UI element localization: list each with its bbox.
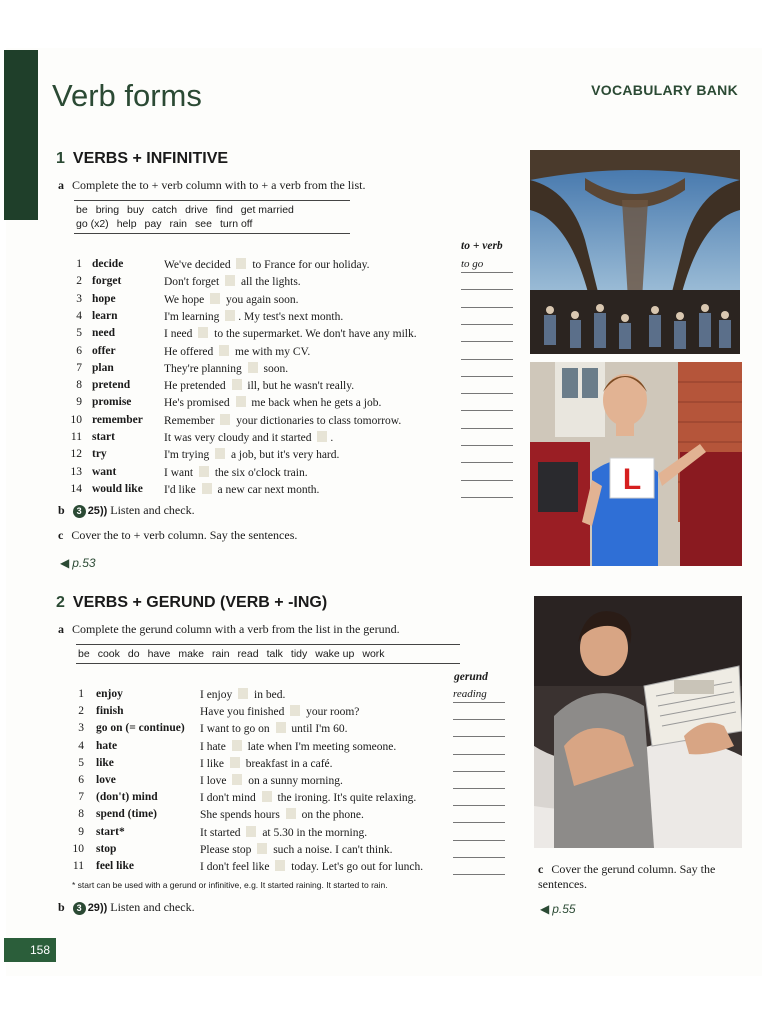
word-list-item: help xyxy=(116,218,137,230)
row-sentence: I don't feel like today. Let's go out for lunch. xyxy=(200,861,424,873)
row-verb: learn xyxy=(92,309,118,322)
photo-learner-driver xyxy=(530,362,742,566)
row-sentence: I need to the supermarket. We don't have any milk. xyxy=(164,328,417,341)
word-list-item: be xyxy=(78,648,90,660)
row-number: 8 xyxy=(78,808,84,821)
gap-blank xyxy=(202,483,212,494)
section2-footnote: * start can be used with a gerund or infinitive, e.g. It started raining. It started to rain. xyxy=(72,880,388,890)
row-verb: (don't) mind xyxy=(96,791,158,804)
word-list-item: cook xyxy=(97,648,120,660)
section1-heading: 1 VERBS + INFINITIVE xyxy=(56,150,229,167)
row-sentence: Don't forget all the lights. xyxy=(164,276,301,289)
gap-blank xyxy=(275,860,285,871)
row-verb: love xyxy=(96,774,116,786)
section2-heading: 2 VERBS + GERUND (VERB + -ING) xyxy=(56,594,328,611)
answer-field[interactable] xyxy=(453,722,505,737)
gap-blank xyxy=(199,466,209,477)
row-verb: hate xyxy=(96,739,118,752)
audio-icon: )) xyxy=(99,902,108,914)
word-list-item: pay xyxy=(144,218,162,230)
row-number: 8 xyxy=(76,379,82,392)
gap-blank xyxy=(232,774,242,785)
row-sentence: I want to go on until I'm 60. xyxy=(200,723,348,736)
audio-icon: )) xyxy=(99,505,108,517)
row-sentence: Have you finished your room? xyxy=(200,706,360,719)
section1-instruction-b: b 3 25)) Listen and check. xyxy=(58,503,195,517)
answer-field[interactable] xyxy=(453,705,505,720)
gap-blank xyxy=(230,757,240,768)
gap-blank xyxy=(262,791,272,802)
word-list-item: wake up xyxy=(315,648,355,660)
word-list-item: bring xyxy=(95,204,120,216)
row-verb: plan xyxy=(92,361,114,374)
row-number: 10 xyxy=(72,842,84,855)
row-verb: go on (= continue) xyxy=(96,722,185,735)
row-verb: would like xyxy=(92,482,143,495)
word-list-line-2 xyxy=(76,217,348,231)
row-sentence: We've decided to France for our holiday. xyxy=(164,259,370,271)
answer-field[interactable] xyxy=(461,362,513,377)
row-number: 1 xyxy=(78,688,84,700)
row-number: 6 xyxy=(78,774,84,786)
section1-instruction-c: c Cover the to + verb column. Say the sentences. xyxy=(58,528,298,542)
gap-blank xyxy=(286,808,296,819)
row-verb: like xyxy=(96,756,114,769)
answer-field[interactable]: to go xyxy=(461,258,513,273)
row-sentence: We hope you again soon. xyxy=(164,293,299,306)
answer-field[interactable]: reading xyxy=(453,688,505,703)
word-list-item: find xyxy=(215,204,233,216)
word-list-item: go (x2) xyxy=(76,218,109,230)
row-verb: stop xyxy=(96,842,117,855)
word-list-line-1 xyxy=(76,203,348,217)
gap-blank xyxy=(236,258,246,269)
row-number: 3 xyxy=(78,722,84,735)
photo-eiffel-tower xyxy=(530,150,740,354)
answer-field[interactable] xyxy=(461,448,513,463)
row-verb: offer xyxy=(92,344,116,357)
word-list-item: tidy xyxy=(290,648,308,660)
word-list-item: talk xyxy=(266,648,283,660)
section1-word-list xyxy=(74,200,350,234)
section2-instruction-c: c Cover the gerund column. Say the sentences. xyxy=(538,862,716,891)
gap-blank xyxy=(210,293,220,304)
row-sentence: I'm learning . My test's next month. xyxy=(164,310,344,323)
answer-field[interactable] xyxy=(461,414,513,429)
answer-field[interactable] xyxy=(453,808,505,823)
row-verb: forget xyxy=(92,275,122,288)
answer-field[interactable] xyxy=(453,774,505,789)
row-number: 11 xyxy=(72,860,84,872)
row-sentence: I'm trying a job, but it's very hard. xyxy=(164,449,340,462)
row-number: 2 xyxy=(78,705,84,718)
row-number: 1 xyxy=(76,258,82,270)
word-list-item: turn off xyxy=(219,218,253,230)
answer-field[interactable] xyxy=(453,826,505,841)
row-number: 10 xyxy=(70,413,82,426)
row-verb: remember xyxy=(92,413,143,426)
row-sentence: I'd like a new car next month. xyxy=(164,483,320,496)
row-sentence: I like breakfast in a café. xyxy=(200,757,333,770)
row-sentence: He pretended ill, but he wasn't really. xyxy=(164,380,355,393)
row-number: 4 xyxy=(78,739,84,752)
audio-track-badge[interactable]: 3 25)) xyxy=(73,505,108,517)
gap-blank xyxy=(225,310,235,321)
row-verb: try xyxy=(92,448,107,461)
row-sentence: It was very cloudy and it started . xyxy=(164,432,334,444)
word-list-item: drive xyxy=(185,204,208,216)
answer-field[interactable] xyxy=(453,757,505,772)
row-sentence: He offered me with my CV. xyxy=(164,345,311,358)
word-list-item: get married xyxy=(240,204,294,216)
row-number: 4 xyxy=(76,309,82,322)
section2-page-ref[interactable]: ◀ p.55 xyxy=(540,902,576,916)
section2-column-header: gerund xyxy=(454,671,488,683)
row-verb: hope xyxy=(92,292,116,305)
gap-blank xyxy=(215,448,225,459)
gap-blank xyxy=(248,362,258,373)
arrow-left-icon: ◀ xyxy=(60,556,70,570)
gap-blank xyxy=(232,740,242,751)
photo-reading-in-bed xyxy=(534,596,742,848)
gap-blank xyxy=(220,414,230,425)
row-number: 7 xyxy=(76,361,82,374)
answer-field[interactable] xyxy=(461,483,513,498)
row-verb: start* xyxy=(96,825,125,838)
answer-field[interactable] xyxy=(453,860,505,875)
word-list-item: see xyxy=(195,218,212,230)
answer-field[interactable] xyxy=(461,293,513,308)
word-list-item: work xyxy=(362,648,385,660)
row-sentence: I don't mind the ironing. It's quite relaxing. xyxy=(200,792,417,805)
row-number: 14 xyxy=(70,482,82,495)
row-sentence: I enjoy in bed. xyxy=(200,689,286,701)
word-list-item: catch xyxy=(151,204,178,216)
row-verb: start xyxy=(92,431,115,443)
row-verb: decide xyxy=(92,258,124,270)
word-list-item: buy xyxy=(127,204,144,216)
word-list-item: read xyxy=(237,648,259,660)
answer-field[interactable] xyxy=(461,345,513,360)
gap-blank xyxy=(238,688,248,699)
row-number: 7 xyxy=(78,791,84,804)
gap-blank xyxy=(317,431,327,442)
word-list-item: rain xyxy=(169,218,187,230)
row-number: 2 xyxy=(76,275,82,288)
row-verb: promise xyxy=(92,396,132,409)
row-number: 13 xyxy=(70,465,82,478)
gap-blank xyxy=(225,275,235,286)
gap-blank xyxy=(198,327,208,338)
word-list-item: be xyxy=(76,204,88,216)
section1-instruction-a: a Complete the to + verb column with to + a verb from the list. xyxy=(58,178,366,192)
row-number: 6 xyxy=(76,344,82,357)
section-label: VOCABULARY BANK xyxy=(591,82,738,98)
l-plate-letter: L xyxy=(622,463,642,496)
answer-field[interactable] xyxy=(461,379,513,394)
row-verb: enjoy xyxy=(96,688,123,700)
section1-column-header: to + verb xyxy=(461,240,503,252)
row-sentence: I want the six o'clock train. xyxy=(164,466,308,479)
row-number: 9 xyxy=(78,825,84,838)
word-list-item: rain xyxy=(212,648,230,660)
row-number: 12 xyxy=(70,448,82,461)
row-verb: feel like xyxy=(96,860,134,872)
gap-blank xyxy=(257,843,267,854)
row-verb: need xyxy=(92,327,115,340)
page-title: Verb forms xyxy=(52,78,202,113)
section2-instruction-a: a Complete the gerund column with a verb from the list in the gerund. xyxy=(58,622,400,636)
gap-blank xyxy=(246,826,256,837)
gap-blank xyxy=(290,705,300,716)
answer-field[interactable] xyxy=(461,466,513,481)
row-verb: finish xyxy=(96,705,124,718)
row-sentence: I hate late when I'm meeting someone. xyxy=(200,740,397,753)
gap-blank xyxy=(276,722,286,733)
row-sentence: I love on a sunny morning. xyxy=(200,775,343,787)
row-sentence: It started at 5.30 in the morning. xyxy=(200,826,368,839)
row-verb: spend (time) xyxy=(96,808,158,821)
answer-field[interactable] xyxy=(453,791,505,806)
answer-field[interactable] xyxy=(461,310,513,325)
row-verb: want xyxy=(92,465,117,478)
section2-instruction-b: b 3 29)) Listen and check. xyxy=(58,900,195,914)
row-number: 9 xyxy=(76,396,82,409)
answer-field[interactable] xyxy=(461,327,513,342)
answer-field[interactable] xyxy=(453,740,505,755)
row-number: 11 xyxy=(70,431,82,443)
word-list-item: have xyxy=(147,648,171,660)
section1-page-ref[interactable]: ◀ p.53 xyxy=(60,556,96,570)
row-sentence: They're planning soon. xyxy=(164,362,289,375)
answer-field[interactable] xyxy=(461,275,513,290)
row-sentence: He's promised me back when he gets a job. xyxy=(164,397,382,410)
arrow-left-icon: ◀ xyxy=(540,902,550,916)
answer-field[interactable] xyxy=(461,431,513,446)
row-number: 5 xyxy=(76,327,82,340)
row-number: 3 xyxy=(76,292,82,305)
answer-field[interactable] xyxy=(461,396,513,411)
row-sentence: Remember your dictionaries to class tomorrow. xyxy=(164,414,402,427)
gap-blank xyxy=(232,379,242,390)
gap-blank xyxy=(219,345,229,356)
row-number: 5 xyxy=(78,756,84,769)
word-list-item: make xyxy=(178,648,205,660)
section2-word-list xyxy=(76,644,460,664)
row-verb: pretend xyxy=(92,379,131,392)
row-sentence: Please stop such a noise. I can't think. xyxy=(200,843,393,856)
audio-track-badge[interactable]: 3 29)) xyxy=(73,902,108,914)
gap-blank xyxy=(236,396,246,407)
word-list-item: do xyxy=(127,648,140,660)
green-edge-band xyxy=(4,50,38,220)
row-sentence: She spends hours on the phone. xyxy=(200,809,364,822)
answer-field[interactable] xyxy=(453,843,505,858)
word-list-line xyxy=(78,647,458,661)
page-number: 158 xyxy=(4,938,56,962)
